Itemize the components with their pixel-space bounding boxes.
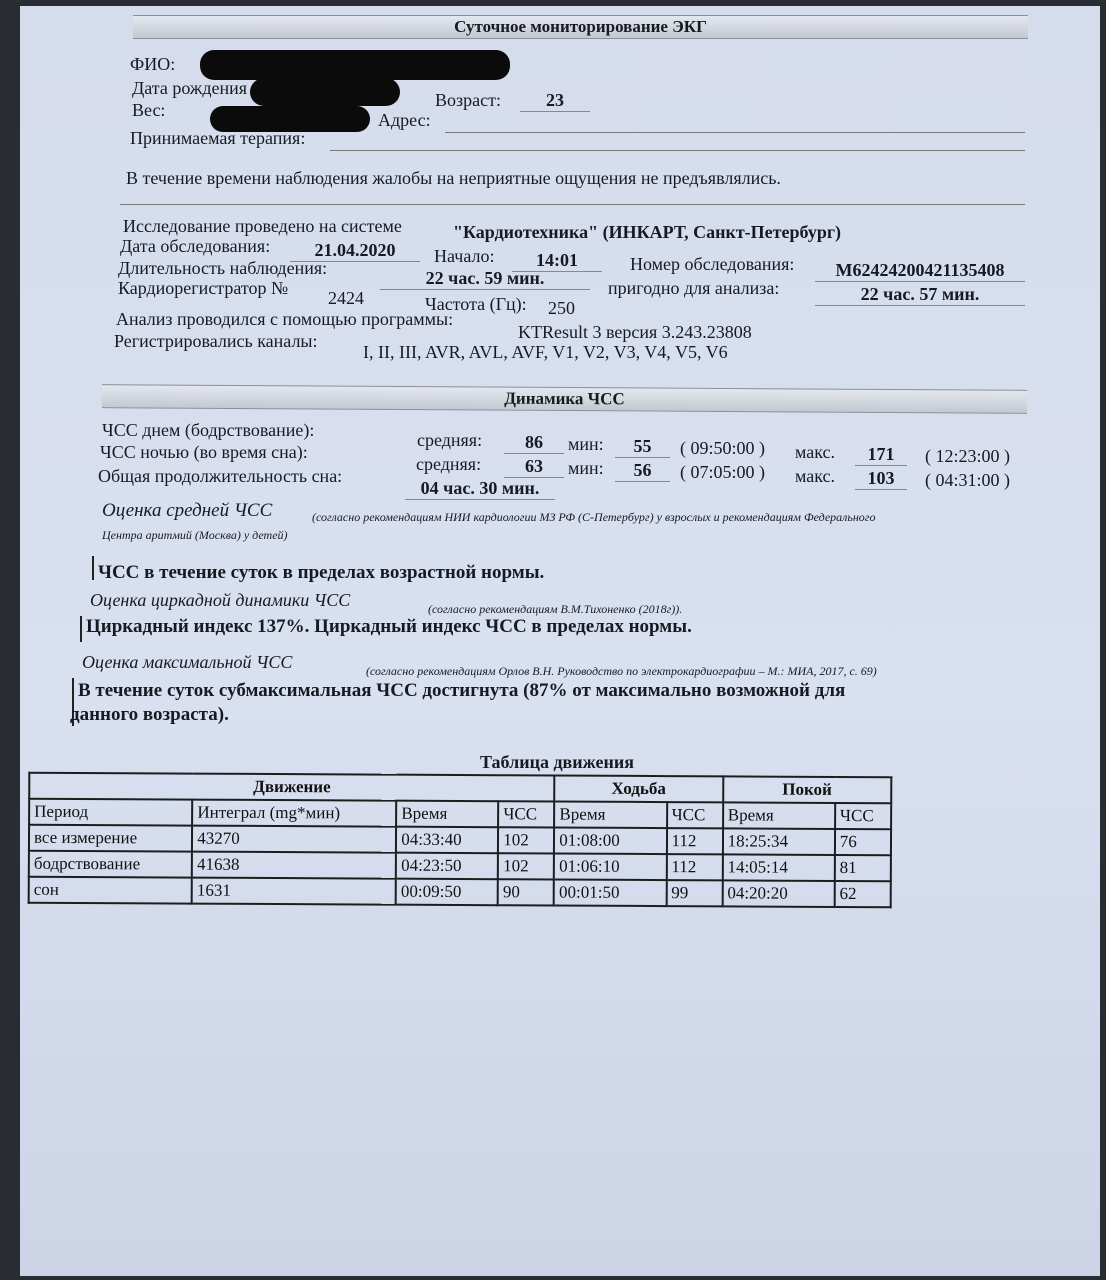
- margin-mark-2: [80, 616, 82, 642]
- circadian-reference: (согласно рекомендациям В.М.Тихоненко (2018г)).: [428, 602, 683, 616]
- max-hr-reference: (согласно рекомендациям Орлов В.Н. Руководство по электрокардиографии – М.: МИА, 2017, с. 69): [366, 664, 877, 678]
- movement-table-title: Таблица движения: [480, 752, 634, 772]
- cell-walking-time: 00:01:50: [554, 879, 666, 906]
- dob-label: Дата рождения: [132, 78, 248, 98]
- max-hr-result-line1: В течение суток субмаксимальная ЧСС достигнута (87% от максимально возможной для: [78, 680, 846, 701]
- hr-night-max-label: макс.: [795, 466, 836, 486]
- circadian-assessment-title: Оценка циркадной динамики ЧСС: [90, 590, 351, 610]
- frequency-value: 250: [548, 298, 575, 318]
- col-header-rest-time: Время: [723, 802, 835, 829]
- hr-day-max-label: макс.: [795, 442, 836, 462]
- frequency-label: Частота (Гц):: [425, 294, 527, 314]
- hr-section-bar: [102, 384, 1027, 414]
- cell-movement-time: 00:09:50: [396, 879, 498, 906]
- col-header-rest-hr: ЧСС: [835, 803, 891, 829]
- cell-rest-hr: 76: [835, 829, 891, 855]
- duration-label: Длительность наблюдения:: [118, 258, 328, 278]
- exam-number-value: M62424200421135408: [815, 260, 1025, 282]
- hr-night-avg-value: 63: [504, 456, 564, 478]
- cell-walking-time: 01:06:10: [554, 853, 666, 880]
- avg-hr-assessment-title: Оценка средней ЧСС: [102, 500, 273, 521]
- cell-movement-hr: 102: [498, 853, 554, 879]
- exam-date-value: 21.04.2020: [290, 240, 420, 262]
- cell-rest-hr: 81: [835, 855, 891, 881]
- divider-1: [120, 204, 1025, 205]
- cell-period: бодрствование: [29, 851, 192, 878]
- hr-day-label: ЧСС днем (бодрствование):: [102, 420, 315, 440]
- complaints-text: В течение времени наблюдения жалобы на неприятные ощущения не предъявлялись.: [126, 168, 781, 188]
- channels-label: Регистрировались каналы:: [114, 331, 318, 351]
- exam-date-label: Дата обследования:: [120, 236, 271, 256]
- avg-hr-reference-line1: (согласно рекомендациям НИИ кардиологии МЗ РФ (С-Петербург) у взрослых и рекомендациям Федерального: [312, 510, 876, 524]
- max-hr-result-line2: данного возраста).: [70, 704, 229, 725]
- col-header-integral: Интеграл (mg*мин): [192, 800, 396, 827]
- report-title: Суточное мониторирование ЭКГ: [454, 17, 707, 36]
- cell-walking-time: 01:08:00: [554, 827, 666, 854]
- group-header-walking: Ходьба: [555, 775, 723, 802]
- age-value: 23: [520, 90, 590, 112]
- hr-night-avg-label: средняя:: [416, 454, 482, 474]
- system-value: "Кардиотехника" (ИНКАРТ, Санкт-Петербург): [453, 222, 841, 242]
- program-label: Анализ проводился с помощью программы:: [116, 309, 454, 329]
- cell-period: сон: [29, 877, 192, 904]
- hr-day-max-time: ( 12:23:00 ): [925, 446, 1010, 466]
- hr-day-avg-label: средняя:: [417, 430, 483, 450]
- redacted-name: [200, 50, 510, 80]
- duration-value: 22 час. 59 мин.: [380, 268, 590, 290]
- hr-day-avg-value: 86: [504, 432, 564, 454]
- hr-night-max-value: 103: [855, 468, 907, 490]
- hr-section-title: Динамика ЧСС: [504, 388, 625, 409]
- weight-label: Вес:: [132, 100, 166, 120]
- hr-night-min-value: 56: [615, 460, 670, 482]
- hr-day-min-value: 55: [615, 436, 670, 458]
- usable-value: 22 час. 57 мин.: [815, 284, 1025, 306]
- system-label: Исследование проведено на системе: [123, 216, 402, 236]
- avg-hr-result: ЧСС в течение суток в пределах возрастной нормы.: [98, 562, 545, 583]
- cell-movement-time: 04:23:50: [396, 853, 498, 880]
- cell-rest-hr: 62: [834, 881, 890, 907]
- group-header-rest: Покой: [723, 776, 892, 803]
- start-value: 14:01: [512, 250, 602, 272]
- sleep-duration-value: 04 час. 30 мин.: [405, 478, 555, 500]
- address-line: [445, 132, 1025, 133]
- max-hr-assessment-title: Оценка максимальной ЧСС: [82, 652, 293, 672]
- age-label: Возраст:: [435, 90, 501, 110]
- cell-movement-hr: 102: [498, 827, 554, 853]
- circadian-result: Циркадный индекс 137%. Циркадный индекс ЧСС в пределах нормы.: [86, 616, 692, 637]
- avg-hr-reference-line2: Центра аритмий (Москва) у детей): [102, 528, 288, 542]
- cell-integral: 43270: [192, 826, 396, 853]
- hr-night-label: ЧСС ночью (во время сна):: [100, 442, 308, 462]
- exam-number-label: Номер обследования:: [630, 254, 795, 274]
- margin-mark-1: [92, 556, 94, 580]
- cell-movement-hr: 90: [498, 879, 554, 905]
- recorder-value: 2424: [328, 288, 364, 308]
- cell-rest-time: 18:25:34: [723, 828, 835, 855]
- channels-value: I, II, III, AVR, AVL, AVF, V1, V2, V3, V4, V5, V6: [363, 342, 728, 362]
- therapy-label: Принимаемая терапия:: [130, 128, 306, 148]
- col-header-movement-hr: ЧСС: [498, 801, 554, 827]
- cell-walking-hr: 112: [666, 854, 722, 880]
- cell-rest-time: 04:20:20: [722, 880, 834, 907]
- col-header-walking-time: Время: [554, 801, 666, 828]
- hr-day-min-time: ( 09:50:00 ): [680, 438, 765, 458]
- program-value: KTResult 3 версия 3.243.23808: [518, 322, 752, 342]
- movement-table: [28, 772, 893, 909]
- address-label: Адрес:: [378, 110, 431, 130]
- therapy-line: [330, 150, 1025, 151]
- col-header-period: Период: [29, 799, 192, 826]
- report-title-bar: [133, 15, 1028, 39]
- cell-movement-time: 04:33:40: [396, 827, 498, 854]
- hr-night-max-time: ( 04:31:00 ): [925, 470, 1010, 490]
- cell-walking-hr: 99: [666, 880, 722, 906]
- col-header-movement-time: Время: [396, 801, 498, 828]
- cell-rest-time: 14:05:14: [722, 854, 834, 881]
- group-header-movement: Движение: [29, 773, 554, 802]
- cell-integral: 1631: [192, 878, 396, 905]
- recorder-label: Кардиорегистратор №: [118, 278, 289, 298]
- cell-walking-hr: 112: [666, 828, 722, 854]
- hr-day-min-label: мин:: [568, 434, 604, 454]
- hr-night-min-label: мин:: [568, 458, 604, 478]
- start-label: Начало:: [434, 246, 495, 266]
- usable-label: пригодно для анализа:: [608, 278, 780, 298]
- report-sheet: [20, 6, 1100, 1276]
- col-header-walking-hr: ЧСС: [667, 802, 723, 828]
- hr-night-min-time: ( 07:05:00 ): [680, 462, 765, 482]
- fio-label: ФИО:: [130, 54, 176, 74]
- redacted-dob: [250, 78, 400, 106]
- cell-integral: 41638: [192, 852, 396, 879]
- sleep-duration-label: Общая продолжительность сна:: [98, 466, 343, 486]
- table-row: [29, 877, 891, 908]
- cell-period: все измерение: [29, 825, 192, 852]
- hr-day-max-value: 171: [855, 444, 907, 466]
